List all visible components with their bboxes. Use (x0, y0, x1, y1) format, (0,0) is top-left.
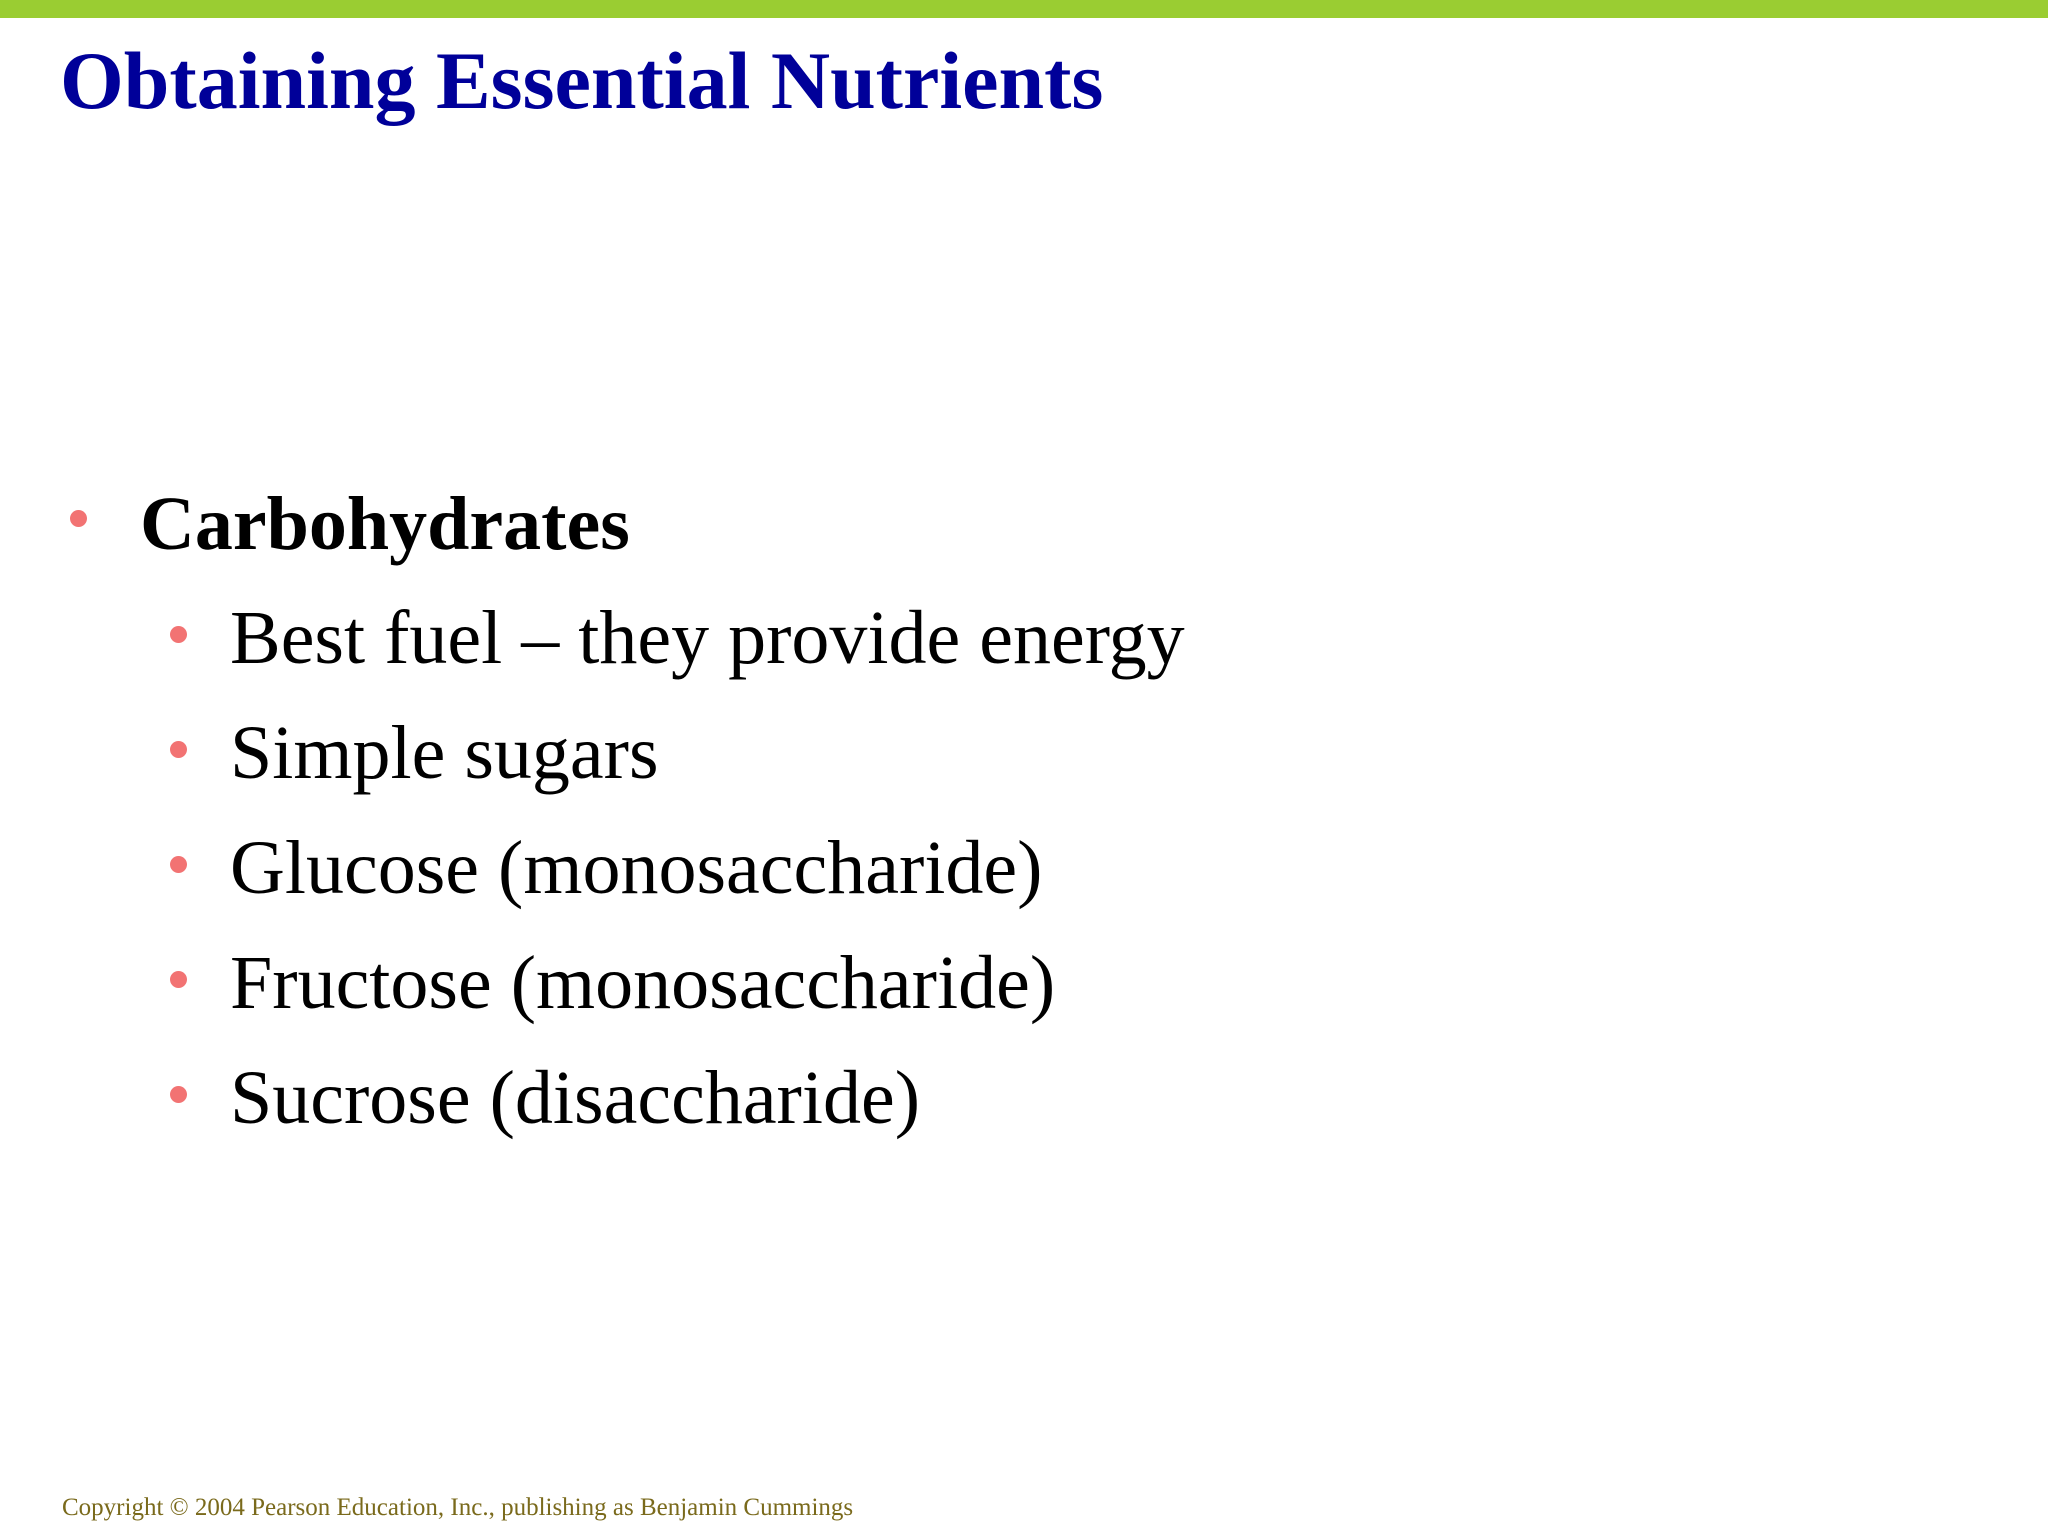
bullet-sub-sucrose: Sucrose (disaccharide) (230, 1056, 921, 1140)
bullet-dot-icon (170, 971, 187, 988)
bullet-dot-icon (170, 626, 187, 643)
bullet-dot-icon (170, 856, 187, 873)
bullet-sub-best-fuel: Best fuel – they provide energy (230, 596, 1185, 680)
bullet-sub-simple-sugars: Simple sugars (230, 711, 659, 795)
bullet-sub-glucose: Glucose (monosaccharide) (230, 826, 1043, 910)
slide-title: Obtaining Essential Nutrients (60, 35, 1104, 126)
bullet-dot-icon (170, 1086, 187, 1103)
bullet-dot-icon (170, 741, 187, 758)
copyright-footer: Copyright © 2004 Pearson Education, Inc., publishing as Benjamin Cummings (62, 1494, 854, 1521)
bullet-sub-fructose: Fructose (monosaccharide) (230, 941, 1056, 1025)
bullet-main-carbohydrates: Carbohydrates (140, 482, 630, 566)
bullet-dot-icon (70, 510, 87, 527)
